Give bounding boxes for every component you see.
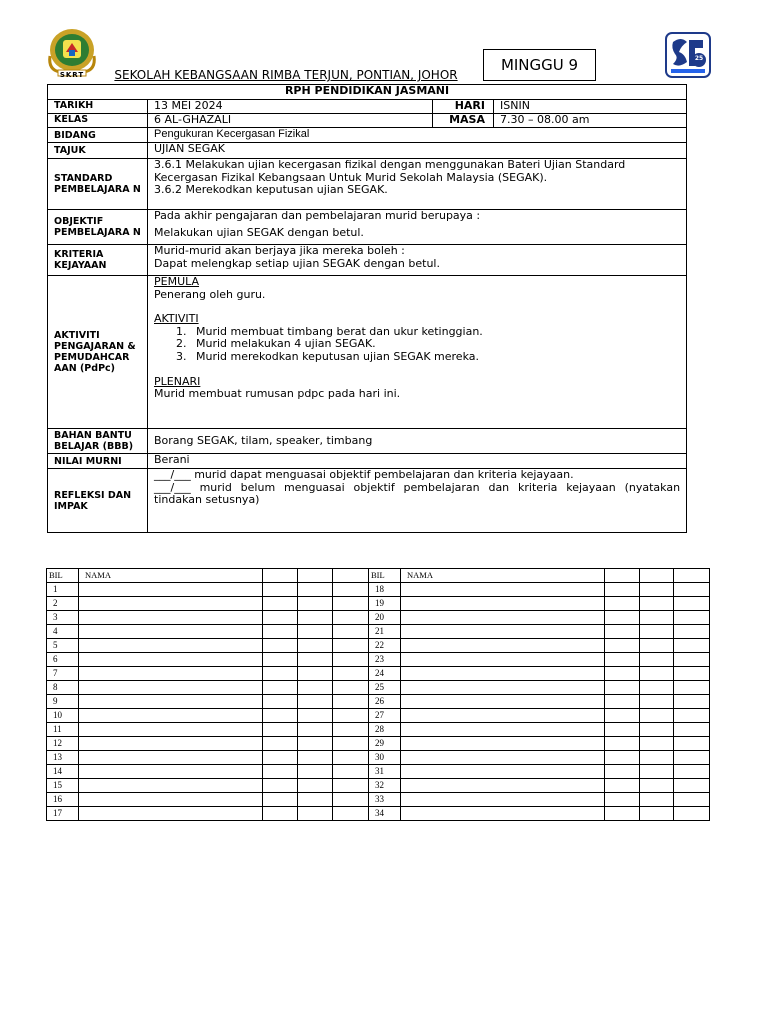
blank-cell[interactable]	[333, 667, 369, 681]
table-row	[369, 709, 710, 723]
row-number: 25	[369, 681, 401, 695]
blank-cell[interactable]	[605, 779, 640, 793]
name-cell[interactable]	[401, 779, 605, 793]
blank-cell[interactable]	[333, 653, 369, 667]
blank-cell[interactable]	[298, 611, 333, 625]
blank-cell[interactable]	[263, 737, 298, 751]
table-row	[47, 793, 369, 807]
name-cell[interactable]	[401, 625, 605, 639]
blank-cell[interactable]	[333, 695, 369, 709]
blank-cell[interactable]	[640, 667, 674, 681]
blank-cell[interactable]	[605, 653, 640, 667]
name-cell[interactable]	[79, 583, 263, 597]
row-number: 14	[47, 765, 79, 779]
row-number: 21	[369, 625, 401, 639]
table-row	[47, 807, 369, 821]
blank-cell[interactable]	[640, 765, 674, 779]
blank-cell[interactable]	[640, 583, 674, 597]
blank-cell[interactable]	[640, 639, 674, 653]
refleksi-line-2: ___/___ murid belum menguasai objektif pembelajaran dan kriteria kejayaan (nyatakan tindakan setusnya)	[154, 480, 681, 507]
row-number: 17	[47, 807, 79, 821]
logo-number: 25	[694, 55, 704, 62]
blank-header-cell	[263, 569, 298, 583]
blank-cell[interactable]	[263, 765, 298, 779]
blank-cell[interactable]	[674, 779, 710, 793]
row-number: 6	[47, 653, 79, 667]
name-cell[interactable]	[79, 681, 263, 695]
blank-cell[interactable]	[298, 807, 333, 821]
table-row	[369, 653, 710, 667]
blank-header-cell	[298, 569, 333, 583]
blank-cell[interactable]	[298, 709, 333, 723]
week-label: MINGGU 9	[483, 49, 596, 81]
blank-header-cell	[674, 569, 710, 583]
name-cell[interactable]	[401, 807, 605, 821]
table-row	[47, 751, 369, 765]
blank-cell[interactable]	[605, 695, 640, 709]
table-row	[47, 667, 369, 681]
nama-header: NAMA	[401, 569, 605, 583]
blank-cell[interactable]	[605, 807, 640, 821]
lesson-plan-table	[47, 84, 687, 533]
kriteria-label: KRITERIA KEJAYAAN	[48, 245, 148, 276]
name-cell[interactable]	[79, 779, 263, 793]
table-row	[47, 597, 369, 611]
name-cell[interactable]	[401, 723, 605, 737]
table-row	[47, 709, 369, 723]
blank-cell[interactable]	[674, 625, 710, 639]
blank-cell[interactable]	[263, 807, 298, 821]
school-name: SEKOLAH KEBANGSAAN RIMBA TERJUN, PONTIAN, JOHOR	[114, 68, 458, 82]
blank-header-cell	[333, 569, 369, 583]
blank-cell[interactable]	[640, 653, 674, 667]
blank-cell[interactable]	[263, 667, 298, 681]
kriteria-intro: Murid-murid akan berjaya jika mereka boleh :	[154, 244, 405, 257]
blank-cell[interactable]	[605, 611, 640, 625]
attendance-table-left	[46, 568, 369, 821]
blank-cell[interactable]	[263, 597, 298, 611]
row-number: 2	[47, 597, 79, 611]
masa-label: MASA	[433, 114, 494, 128]
attendance-header-row	[369, 569, 710, 583]
blank-cell[interactable]	[298, 681, 333, 695]
blank-cell[interactable]	[263, 695, 298, 709]
table-row	[369, 807, 710, 821]
blank-cell[interactable]	[263, 611, 298, 625]
nama-header: NAMA	[79, 569, 263, 583]
bidang-label: BIDANG	[48, 128, 148, 143]
name-cell[interactable]	[79, 667, 263, 681]
bbb-value: Borang SEGAK, tilam, speaker, timbang	[148, 429, 687, 454]
blank-cell[interactable]	[298, 723, 333, 737]
logo-caption: SKRT	[59, 71, 85, 79]
row-number: 3	[47, 611, 79, 625]
row-number: 30	[369, 751, 401, 765]
blank-cell[interactable]	[640, 681, 674, 695]
row-number: 13	[47, 751, 79, 765]
blank-cell[interactable]	[333, 709, 369, 723]
blank-cell[interactable]	[298, 779, 333, 793]
kriteria-value	[148, 245, 687, 276]
name-cell[interactable]	[79, 597, 263, 611]
blank-cell[interactable]	[640, 779, 674, 793]
standard-item-2: 3.6.2 Merekodkan keputusan ujian SEGAK.	[154, 183, 388, 197]
blank-cell[interactable]	[674, 723, 710, 737]
name-cell[interactable]	[79, 737, 263, 751]
row-number: 11	[47, 723, 79, 737]
aktiviti-label: AKTIVITI PENGAJARAN & PEMUDAHCAR AAN (PdPc)	[48, 276, 148, 429]
blank-cell[interactable]	[333, 625, 369, 639]
row-number: 34	[369, 807, 401, 821]
table-row	[369, 625, 710, 639]
table-row	[47, 695, 369, 709]
name-cell[interactable]	[401, 765, 605, 779]
hari-value: ISNIN	[494, 100, 687, 114]
name-cell[interactable]	[79, 751, 263, 765]
blank-cell[interactable]	[263, 583, 298, 597]
tajuk-label: TAJUK	[48, 143, 148, 159]
blank-cell[interactable]	[298, 597, 333, 611]
objektif-item: Melakukan ujian SEGAK dengan betul.	[154, 225, 364, 239]
blank-cell[interactable]	[605, 667, 640, 681]
blank-cell[interactable]	[674, 639, 710, 653]
kriteria-item: Dapat melengkap setiap ujian SEGAK dengan betul.	[154, 256, 440, 270]
objektif-value	[148, 210, 687, 245]
row-number: 15	[47, 779, 79, 793]
name-cell[interactable]	[79, 807, 263, 821]
row-number: 5	[47, 639, 79, 653]
name-cell[interactable]	[401, 667, 605, 681]
blank-cell[interactable]	[298, 625, 333, 639]
row-number: 28	[369, 723, 401, 737]
aktiviti-heading: AKTIVITI	[154, 312, 199, 326]
name-cell[interactable]	[401, 751, 605, 765]
table-row	[369, 751, 710, 765]
blank-cell[interactable]	[674, 807, 710, 821]
standard-value	[148, 159, 687, 210]
tarikh-value: 13 MEI 2024	[148, 100, 433, 114]
table-row	[369, 723, 710, 737]
blank-header-cell	[605, 569, 640, 583]
name-cell[interactable]	[79, 765, 263, 779]
name-cell[interactable]	[79, 639, 263, 653]
name-cell[interactable]	[79, 653, 263, 667]
attendance-table-right	[368, 568, 710, 821]
blank-cell[interactable]	[298, 583, 333, 597]
pemula-heading: PEMULA	[154, 275, 200, 288]
standard-label: STANDARD PEMBELAJARA N	[48, 159, 148, 210]
table-row	[47, 583, 369, 597]
blank-cell[interactable]	[605, 723, 640, 737]
name-cell[interactable]	[401, 709, 605, 723]
table-row	[47, 639, 369, 653]
blank-cell[interactable]	[674, 681, 710, 695]
row-number: 23	[369, 653, 401, 667]
activity-item: 3. Murid merekodkan keputusan ujian SEGAK mereka.	[190, 351, 680, 364]
blank-cell[interactable]	[333, 723, 369, 737]
name-cell[interactable]	[401, 639, 605, 653]
blank-cell[interactable]	[640, 597, 674, 611]
blank-cell[interactable]	[333, 793, 369, 807]
tajuk-value: UJIAN SEGAK	[148, 143, 687, 159]
objektif-label: OBJEKTIF PEMBELAJARA N	[48, 210, 148, 245]
aktiviti-value	[148, 276, 687, 429]
blank-cell[interactable]	[298, 667, 333, 681]
blank-cell[interactable]	[674, 597, 710, 611]
blank-cell[interactable]	[263, 751, 298, 765]
blank-cell[interactable]	[674, 751, 710, 765]
blank-cell[interactable]	[674, 709, 710, 723]
refleksi-line-1: ___/___ murid dapat menguasai objektif pembelajaran dan kriteria kejayaan.	[154, 468, 574, 481]
blank-cell[interactable]	[298, 737, 333, 751]
name-cell[interactable]	[401, 793, 605, 807]
blank-cell[interactable]	[333, 807, 369, 821]
blank-cell[interactable]	[674, 653, 710, 667]
blank-cell[interactable]	[640, 751, 674, 765]
blank-cell[interactable]	[333, 737, 369, 751]
blank-cell[interactable]	[333, 583, 369, 597]
blank-cell[interactable]	[640, 807, 674, 821]
blank-cell[interactable]	[605, 793, 640, 807]
kelas-label: KELAS	[48, 114, 148, 128]
blank-cell[interactable]	[640, 793, 674, 807]
nilai-value: Berani	[148, 454, 687, 469]
row-number: 19	[369, 597, 401, 611]
blank-cell[interactable]	[263, 625, 298, 639]
table-row	[369, 737, 710, 751]
blank-cell[interactable]	[263, 681, 298, 695]
name-cell[interactable]	[79, 723, 263, 737]
row-number: 32	[369, 779, 401, 793]
blank-cell[interactable]	[640, 695, 674, 709]
blank-cell[interactable]	[298, 793, 333, 807]
bidang-value: Pengukuran Kecergasan Fizikal	[148, 128, 687, 143]
table-row	[369, 779, 710, 793]
objektif-intro: Pada akhir pengajaran dan pembelajaran murid berupaya :	[154, 209, 481, 222]
tarikh-label: TARIKH	[48, 100, 148, 114]
standard-item-1: 3.6.1 Melakukan ujian kecergasan fizikal dengan menggunakan Bateri Ujian Standard Kecergasan Fizikal Kebangsaan Untuk Murid Sekolah Malaysia (SEGAK).	[154, 158, 626, 184]
blank-cell[interactable]	[640, 723, 674, 737]
refleksi-label: REFLEKSI DAN IMPAK	[48, 469, 148, 533]
blank-cell[interactable]	[605, 765, 640, 779]
blank-header-cell	[640, 569, 674, 583]
nilai-label: NILAI MURNI	[48, 454, 148, 469]
name-cell[interactable]	[79, 625, 263, 639]
blank-cell[interactable]	[298, 653, 333, 667]
blank-cell[interactable]	[298, 765, 333, 779]
blank-cell[interactable]	[333, 639, 369, 653]
activity-item: 1. Murid membuat timbang berat dan ukur ketinggian.	[190, 326, 680, 339]
row-number: 9	[47, 695, 79, 709]
lesson-plan-title: RPH PENDIDIKAN JASMANI	[48, 85, 687, 100]
pemula-text: Penerang oleh guru.	[154, 287, 266, 301]
table-row	[369, 611, 710, 625]
blank-cell[interactable]	[333, 751, 369, 765]
name-cell[interactable]	[79, 611, 263, 625]
row-number: 24	[369, 667, 401, 681]
blank-cell[interactable]	[263, 639, 298, 653]
blank-cell[interactable]	[674, 765, 710, 779]
name-cell[interactable]	[79, 695, 263, 709]
blank-cell[interactable]	[674, 737, 710, 751]
blank-cell[interactable]	[605, 625, 640, 639]
row-number: 20	[369, 611, 401, 625]
blank-cell[interactable]	[605, 681, 640, 695]
blank-cell[interactable]	[263, 709, 298, 723]
attendance-header-row	[47, 569, 369, 583]
blank-cell[interactable]	[298, 695, 333, 709]
row-number: 7	[47, 667, 79, 681]
row-number: 31	[369, 765, 401, 779]
name-cell[interactable]	[79, 709, 263, 723]
blank-cell[interactable]	[263, 653, 298, 667]
table-row	[369, 681, 710, 695]
row-number: 29	[369, 737, 401, 751]
blank-cell[interactable]	[674, 583, 710, 597]
blank-cell[interactable]	[640, 611, 674, 625]
table-row	[47, 611, 369, 625]
name-cell[interactable]	[401, 681, 605, 695]
blank-cell[interactable]	[333, 681, 369, 695]
blank-cell[interactable]	[333, 765, 369, 779]
row-number: 10	[47, 709, 79, 723]
name-cell[interactable]	[79, 793, 263, 807]
blank-cell[interactable]	[605, 737, 640, 751]
table-row	[47, 625, 369, 639]
blank-cell[interactable]	[640, 709, 674, 723]
table-row	[369, 793, 710, 807]
blank-cell[interactable]	[674, 611, 710, 625]
blank-cell[interactable]	[263, 793, 298, 807]
blank-cell[interactable]	[640, 625, 674, 639]
table-row	[47, 681, 369, 695]
blank-cell[interactable]	[263, 779, 298, 793]
row-number: 4	[47, 625, 79, 639]
anniversary-logo	[665, 32, 711, 78]
table-row	[369, 583, 710, 597]
kelas-value: 6 AL-GHAZALI	[148, 114, 433, 128]
plenari-text: Murid membuat rumusan pdpc pada hari ini.	[154, 387, 401, 401]
school-crest-logo	[46, 26, 98, 82]
blank-cell[interactable]	[605, 751, 640, 765]
refleksi-value	[148, 469, 687, 533]
table-row	[369, 765, 710, 779]
row-number: 16	[47, 793, 79, 807]
bil-header: BIL	[47, 569, 79, 583]
table-row	[369, 695, 710, 709]
hari-label: HARI	[433, 100, 494, 114]
table-row	[47, 723, 369, 737]
blank-cell[interactable]	[263, 723, 298, 737]
name-cell[interactable]	[401, 597, 605, 611]
row-number: 1	[47, 583, 79, 597]
table-row	[369, 597, 710, 611]
blank-cell[interactable]	[674, 667, 710, 681]
table-row	[47, 737, 369, 751]
name-cell[interactable]	[401, 653, 605, 667]
table-row	[47, 653, 369, 667]
row-number: 33	[369, 793, 401, 807]
blank-cell[interactable]	[605, 597, 640, 611]
blank-cell[interactable]	[333, 611, 369, 625]
table-row	[369, 667, 710, 681]
table-row	[47, 779, 369, 793]
row-number: 8	[47, 681, 79, 695]
plenari-heading: PLENARI	[154, 374, 201, 388]
name-cell[interactable]	[401, 611, 605, 625]
row-number: 12	[47, 737, 79, 751]
blank-cell[interactable]	[605, 709, 640, 723]
activity-list	[154, 326, 680, 364]
row-number: 26	[369, 695, 401, 709]
name-cell[interactable]	[401, 695, 605, 709]
blank-cell[interactable]	[333, 779, 369, 793]
blank-cell[interactable]	[640, 737, 674, 751]
blank-cell[interactable]	[674, 695, 710, 709]
blank-cell[interactable]	[674, 793, 710, 807]
blank-cell[interactable]	[605, 639, 640, 653]
table-row	[369, 639, 710, 653]
table-row	[47, 765, 369, 779]
blank-cell[interactable]	[298, 639, 333, 653]
masa-value: 7.30 – 08.00 am	[494, 114, 687, 128]
bbb-label: BAHAN BANTU BELAJAR (BBB)	[48, 429, 148, 454]
activity-item: 2. Murid melakukan 4 ujian SEGAK.	[190, 338, 680, 351]
blank-cell[interactable]	[298, 751, 333, 765]
name-cell[interactable]	[401, 583, 605, 597]
row-number: 18	[369, 583, 401, 597]
row-number: 22	[369, 639, 401, 653]
name-cell[interactable]	[401, 737, 605, 751]
blank-cell[interactable]	[333, 597, 369, 611]
bil-header: BIL	[369, 569, 401, 583]
row-number: 27	[369, 709, 401, 723]
blank-cell[interactable]	[605, 583, 640, 597]
